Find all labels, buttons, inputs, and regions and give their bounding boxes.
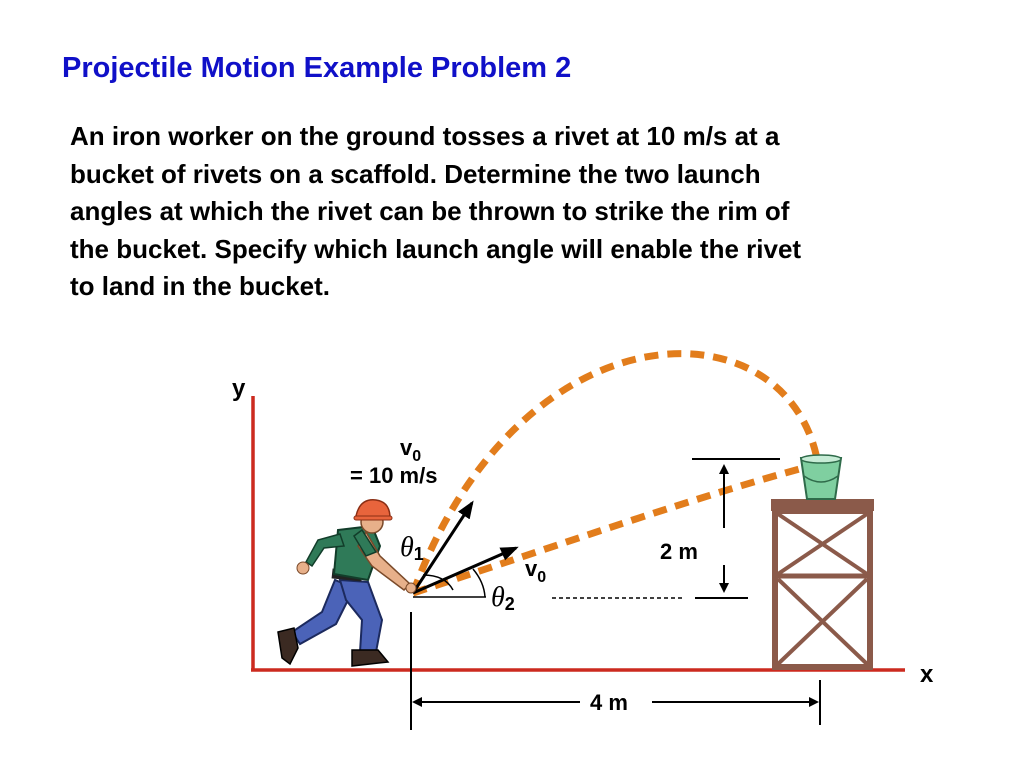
x-axis-label: x xyxy=(920,661,934,688)
speed-label: = 10 m/s xyxy=(350,463,438,488)
bucket xyxy=(801,455,841,499)
problem-line: bucket of rivets on a scaffold. Determine the two launch xyxy=(70,158,761,189)
slide-title: Projectile Motion Example Problem 2 xyxy=(62,52,572,84)
height-label: 2 m xyxy=(660,539,698,564)
v0-label-low: $v_0$ xyxy=(525,556,547,586)
problem-line: angles at which the rivet can be thrown to strike the rim of xyxy=(70,196,790,226)
scaffold xyxy=(771,499,874,667)
distance-label: 4 m xyxy=(590,690,628,715)
problem-line: An iron worker on the ground tosses a rivet at 10 m/s at a xyxy=(70,121,780,151)
high-trajectory xyxy=(413,354,818,593)
theta1-label: θ1 xyxy=(400,532,424,564)
v0-label-top: $v_0$ xyxy=(400,435,422,465)
low-trajectory xyxy=(413,464,818,593)
problem-line: the bucket. Specify which launch angle will enable the rivet xyxy=(70,233,802,264)
y-axis-label: y xyxy=(232,375,246,402)
problem-line: to land in the bucket. xyxy=(70,271,331,301)
theta2-label: θ2 xyxy=(491,582,515,614)
iron-worker-figure xyxy=(278,500,416,666)
